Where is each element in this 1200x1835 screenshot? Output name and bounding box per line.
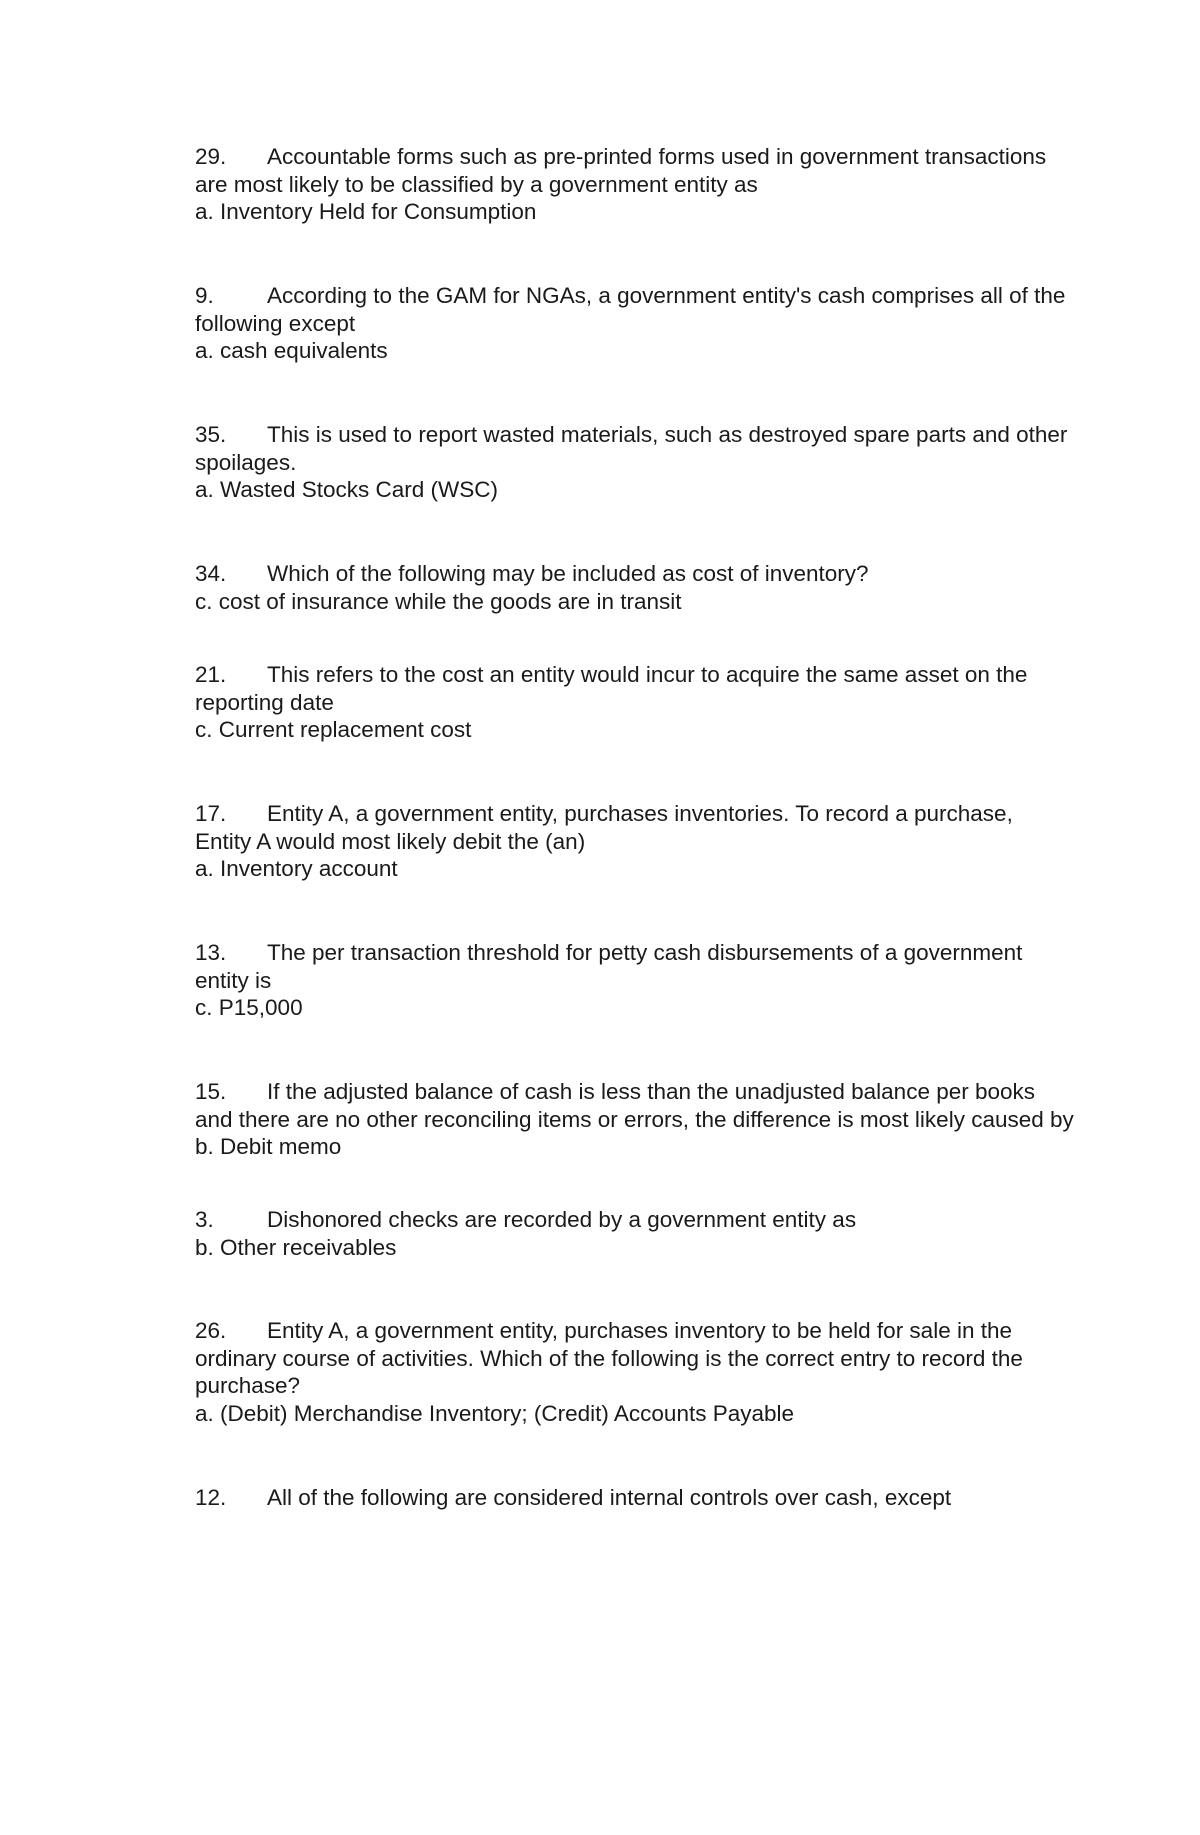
question-stem: [195, 939, 1075, 994]
answer-text: c. Current replacement cost: [195, 717, 472, 742]
question-text: Dishonored checks are recorded by a government entity as: [267, 1207, 857, 1232]
question-number: 34.: [195, 561, 227, 586]
question-stem: [195, 661, 1075, 716]
question-text: If the adjusted balance of cash is less than the unadjusted balance per books and there are no other reconciling items or errors, the difference is most likely caused by: [195, 1079, 1074, 1132]
question-block: [195, 800, 1075, 883]
question-block: [195, 661, 1075, 744]
question-number: 15.: [195, 1079, 227, 1104]
question-block: [195, 421, 1075, 504]
answer-text: b. Other receivables: [195, 1234, 397, 1260]
answer-text: a. cash equivalents: [195, 338, 388, 363]
question-number: 29.: [195, 144, 227, 169]
question-stem: [195, 560, 1075, 588]
question-number: 21.: [195, 662, 227, 687]
question-text: This refers to the cost an entity would incur to acquire the same asset on the reporting date: [195, 662, 1028, 715]
question-number: 12.: [195, 1485, 227, 1510]
question-block: [195, 1317, 1075, 1427]
question-block: [195, 143, 1075, 226]
answer-text: a. Inventory account: [195, 856, 398, 881]
answer-text: c. P15,000: [195, 995, 303, 1020]
question-text: The per transaction threshold for petty cash disbursements of a government entity is: [195, 940, 1023, 993]
question-number: 26.: [195, 1318, 227, 1343]
answer-text: a. Inventory Held for Consumption: [195, 199, 537, 224]
question-block: [195, 282, 1075, 365]
question-stem: [195, 282, 1075, 337]
question-number: 35.: [195, 422, 227, 447]
question-stem: [195, 1078, 1075, 1133]
question-text: Accountable forms such as pre-printed forms used in government transactions are most likely to be classified by a government entity as: [195, 144, 1047, 197]
question-text: All of the following are considered internal controls over cash, except: [267, 1485, 952, 1510]
answer-text: b. Debit memo: [195, 1134, 342, 1159]
question-number: 13.: [195, 940, 227, 965]
question-number: 3.: [195, 1207, 214, 1232]
question-stem: [195, 1206, 1075, 1234]
question-text: Entity A, a government entity, purchases inventories. To record a purchase, Entity A would most likely debit the (an): [195, 801, 1013, 854]
answer-text: a. (Debit) Merchandise Inventory; (Credit) Accounts Payable: [195, 1400, 795, 1426]
answer-text: c. cost of insurance while the goods are in transit: [195, 588, 682, 614]
question-stem: [195, 800, 1075, 855]
question-block: [195, 1484, 1075, 1512]
question-block: [195, 560, 1075, 615]
question-text: According to the GAM for NGAs, a government entity's cash comprises all of the following except: [195, 283, 1066, 336]
question-text: Entity A, a government entity, purchases inventory to be held for sale in the ordinary course of activities. Which of the following is the correct entry to record the purchase?: [195, 1318, 1023, 1398]
question-text: Which of the following may be included as cost of inventory?: [267, 561, 869, 586]
question-block: [195, 1078, 1075, 1161]
question-text: This is used to report wasted materials, such as destroyed spare parts and other spoilages.: [195, 422, 1068, 475]
question-stem: [195, 1317, 1075, 1400]
question-block: [195, 939, 1075, 1022]
question-number: 17.: [195, 801, 227, 826]
answer-text: a. Wasted Stocks Card (WSC): [195, 477, 498, 502]
question-stem: [195, 421, 1075, 476]
question-stem: [195, 143, 1075, 198]
question-block: [195, 1206, 1075, 1261]
question-stem: [195, 1484, 1075, 1512]
question-number: 9.: [195, 283, 214, 308]
